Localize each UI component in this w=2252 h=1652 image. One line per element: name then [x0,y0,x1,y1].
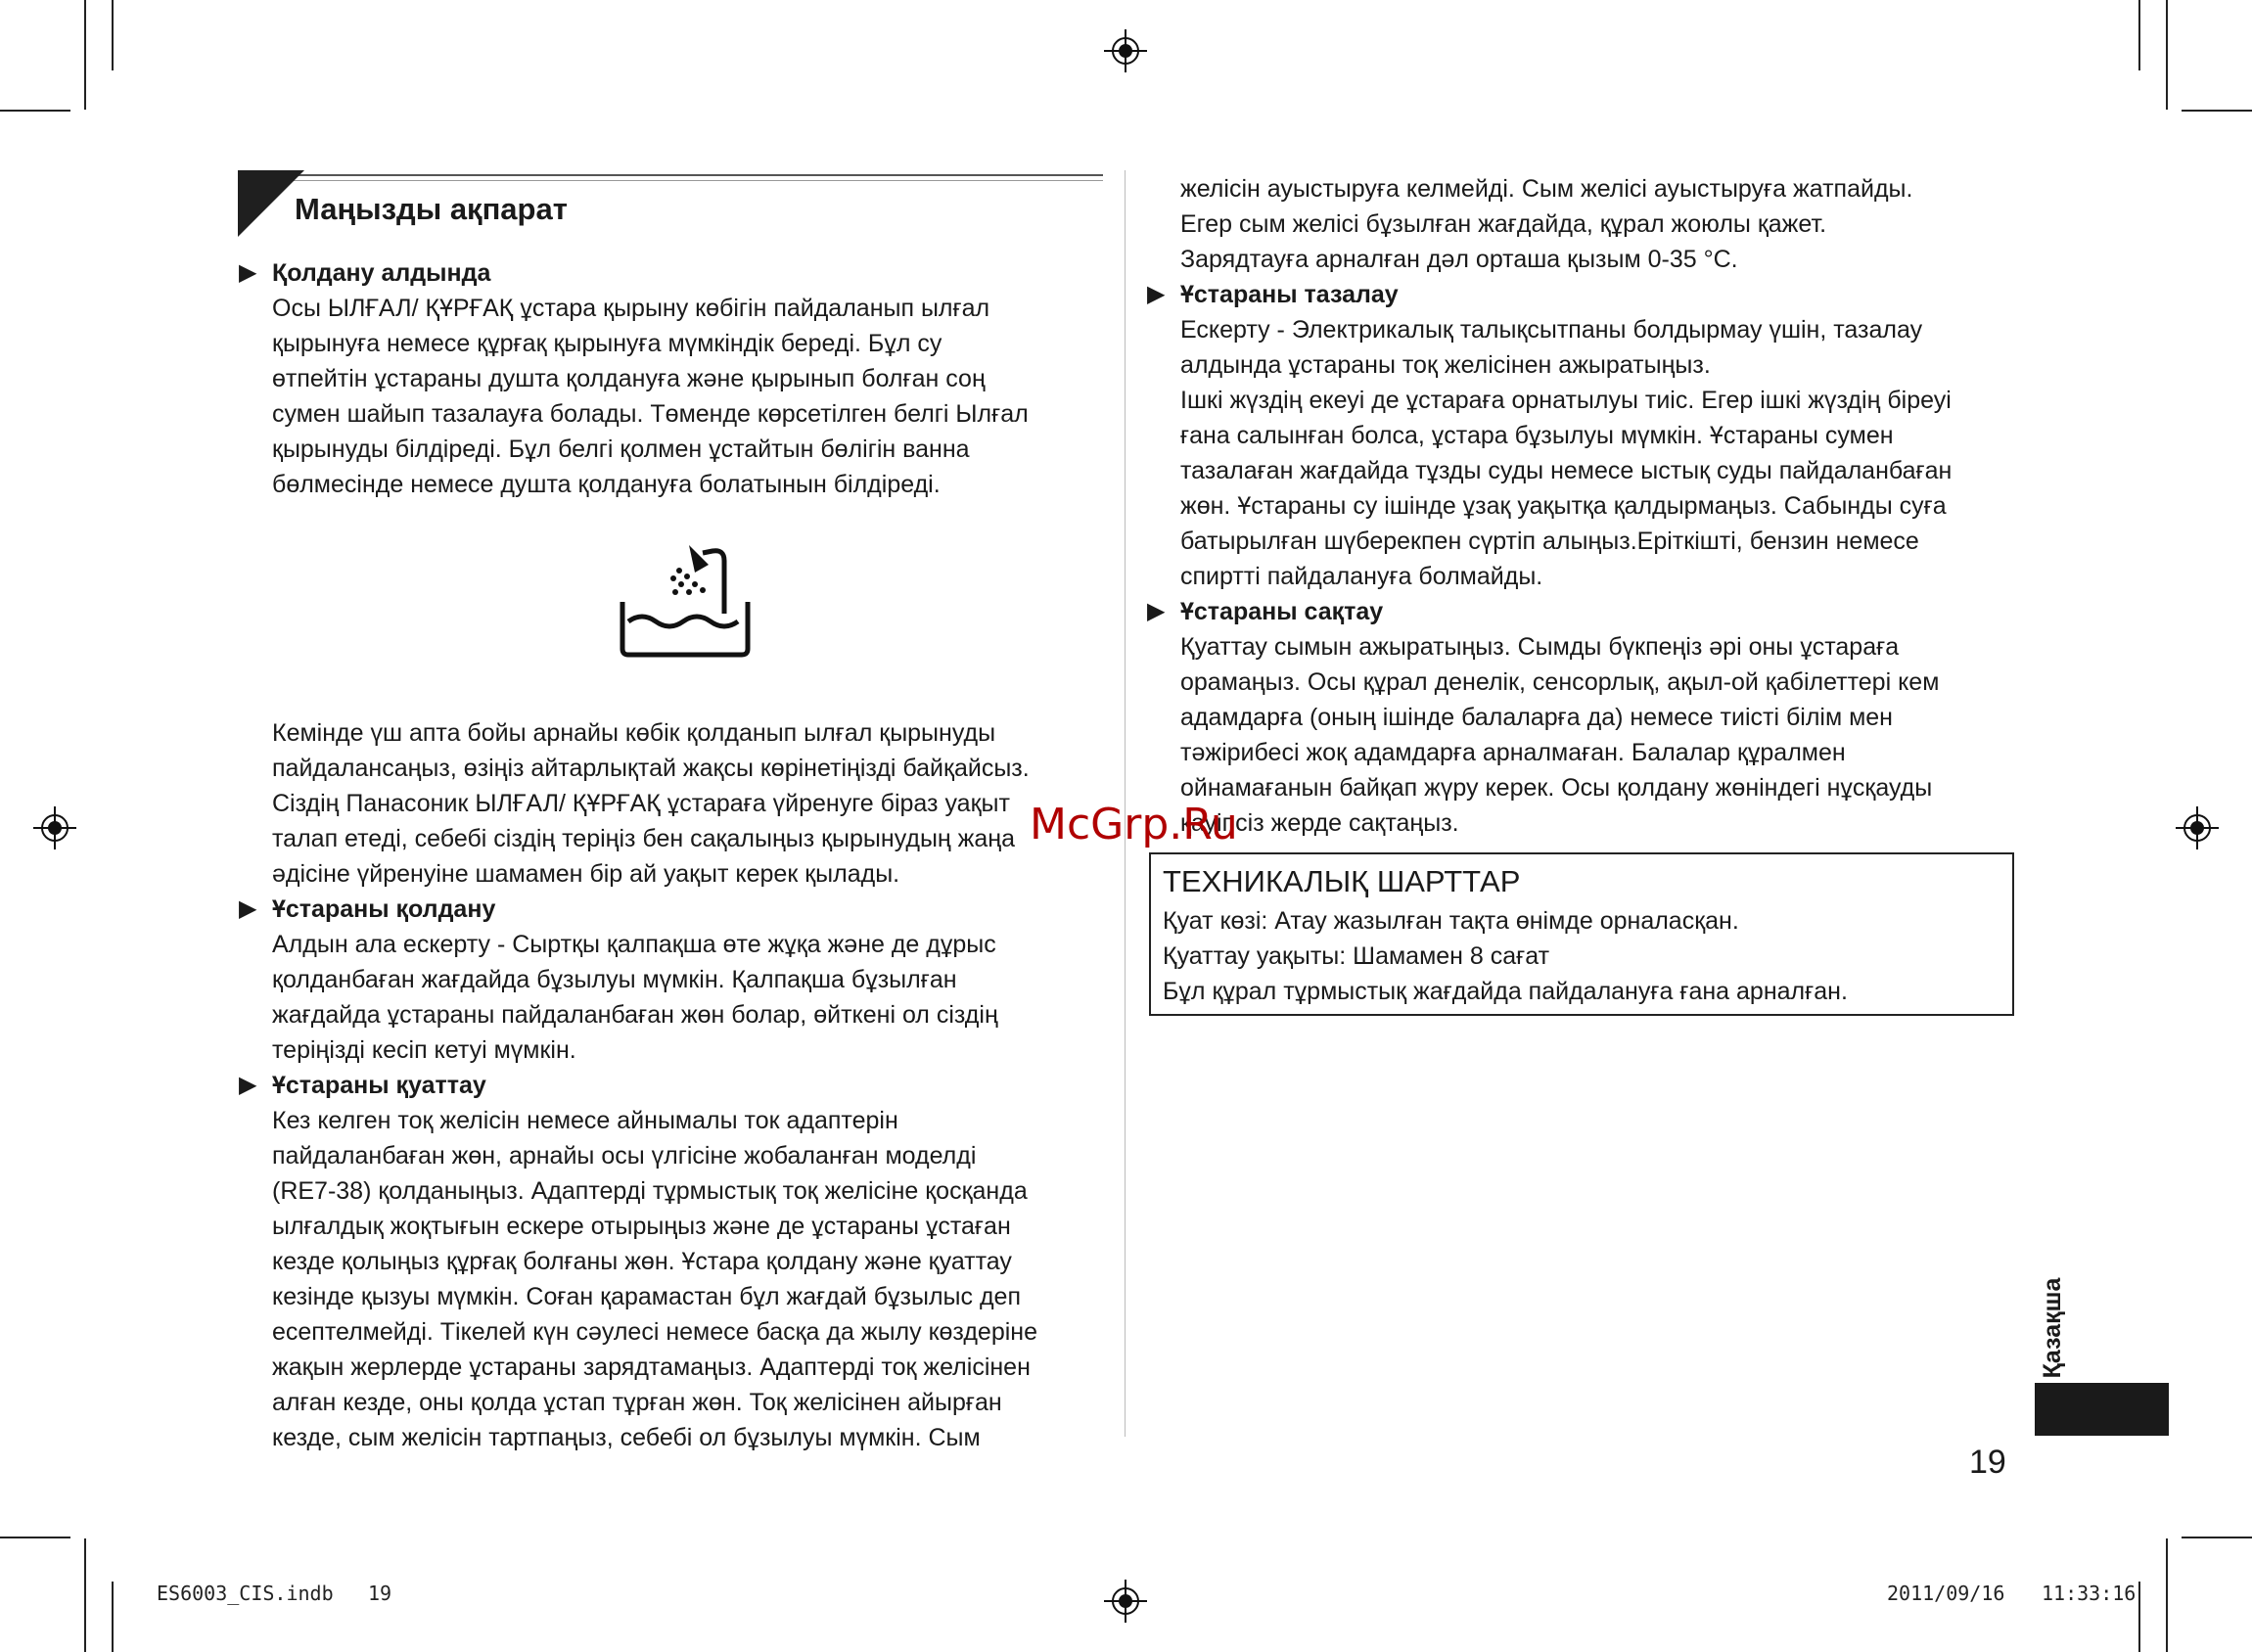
spec-line: Бұл құрал тұрмыстық жағдайда пайдалануға ғана арналған. [1163,978,1848,1005]
symbol-area [272,502,1100,715]
body-line: жақын жерлерде ұстараны зарядтамаңыз. Адаптерді тоқ желісінен [272,1354,1031,1381]
registration-mark-icon [33,806,76,849]
body-line: қырынуға немесе құрғақ қырынуға мүмкіндік береді. Бұл су [272,330,942,357]
section-heading: ▶ Ұстараны сақтау [1180,594,2028,629]
registration-mark-icon [1104,29,1147,72]
crop-mark [2182,1537,2252,1538]
body-line: пайдаланбаған жөн, арнайы осы үлгісіне жобаланған моделді [272,1142,977,1170]
footer-page: 19 [368,1582,392,1605]
crop-mark [112,1582,114,1652]
right-column [1147,171,2028,841]
language-tab [2035,1383,2169,1436]
body-line: есептелмейді. Тікелей күн сәулесі немесе басқа да жылу көздеріне [272,1318,1037,1346]
body-line: пайдалансаңыз, өзіңіз айтарлықтай жақсы көрінетіңізді байқайсыз. [272,755,1030,782]
body-line: адамдарға (оның ішінде балаларға да) немесе тиісті білім мен [1180,704,1893,731]
body-line: батырылған шүберекпен сүртіп алыңыз.Еріткішті, бензин немесе [1180,528,1919,555]
spec-line: Қуат көзі: Атау жазылған тақта өнімде орналасқан. [1163,907,1739,935]
body-line: Осы ЫЛҒАЛ/ ҚҰРҒАҚ ұстара қырыну көбігін пайдаланып ылғал [272,295,990,322]
body-line: Ішкі жүздің екеуі де ұстараға орнатылуы тиіс. Егер ішкі жүздің біреуі [1180,387,1952,414]
header-rule [238,174,1103,176]
page-number: 19 [1969,1444,2006,1481]
crop-mark [112,0,114,70]
body-line: Сіздің Панасоник ЫЛҒАЛ/ ҚҰРҒАҚ ұстараға үйренуге біраз уақыт [272,790,1010,817]
bullet-triangle-icon: ▶ [239,1072,257,1098]
crop-mark [0,1537,70,1538]
crop-mark [84,1538,86,1652]
body-line: орамаңыз. Осы құрал денелік, сенсорлық, ақыл-ой қабілеттері кем [1180,668,1940,696]
watermark: McGrp.Ru [1030,800,1238,849]
header-rule [238,180,1103,181]
bullet-triangle-icon: ▶ [239,895,257,922]
crop-mark [84,0,86,110]
body-line: Кемінде үш апта бойы арнайы көбік қолданып ылғал қырынуды [272,719,996,747]
body-line: Егер сым желісі бұзылған жағдайда, құрал жоюлы қажет. [1180,210,1827,238]
footer-time: 11:33:16 [2042,1582,2137,1605]
crop-mark [2138,0,2140,70]
body-line: (RE7-38) қолданыңыз. Адаптерді тұрмыстық тоқ желісіне қосқанда [272,1177,1028,1205]
body-line: Кез келген тоқ желісін немесе айнымалы ток адаптерін [272,1107,898,1134]
body-line: ғана салынған болса, ұстара бұзылуы мүмкін. Ұстараны сумен [1180,422,1894,449]
technical-specs-box [1149,852,2014,1016]
crop-mark [2182,110,2252,112]
body-line: алдында ұстараны тоқ желісінен ажыратыңыз. [1180,351,1711,379]
body-line: кезде, сым желісін тартпаңыз, себебі ол бұзылуы мүмкін. Сым [272,1424,981,1451]
section-header [238,170,1103,237]
body-line: желісін ауыстыруға келмейді. Сым желісі ауыстыруға жатпайды. [1180,175,1913,203]
technical-specs-title: ТЕХНИКАЛЫҚ ШАРТТАР [1163,864,1521,898]
crop-mark [2166,1538,2168,1652]
section-heading: ▶ Қолдану алдында [272,255,1100,291]
body-line: әдісіне үйренуіне шамамен бір ай уақыт керек қылады. [272,860,900,888]
bullet-triangle-icon: ▶ [239,259,257,286]
body-line: Алдын ала ескерту - Сыртқы қалпақша өте жұқа және де дұрыс [272,931,996,958]
registration-mark-icon [1104,1580,1147,1623]
body-line: жағдайда ұстараны пайдаланбаған жөн болар, өйткені ол сіздің [272,1001,998,1029]
body-line: тазалаған жағдайда тұзды суды немесе ыстық суды пайдаланбаған [1180,457,1953,484]
bullet-triangle-icon: ▶ [1147,598,1166,624]
body-line: ойнамағанын байқап жүру керек. Осы қолдану жөніндегі нұсқауды [1180,774,1933,802]
shower-bath-icon [619,543,752,661]
body-line: тәжірибесі жоқ адамдарға арналмаған. Балалар құралмен [1180,739,1846,766]
body-line: ылғалдық жоқтығын ескере отырыңыз және де ұстараны ұстаған [272,1213,1011,1240]
body-line: спиртті пайдалануға болмайды. [1180,563,1543,590]
section-heading: ▶ Ұстараны тазалау [1180,277,2028,312]
body-line: кезде қолыңыз құрғақ болғаны жөн. Ұстара қолдану және қуаттау [272,1248,1012,1275]
bullet-triangle-icon: ▶ [1147,281,1166,307]
language-tab-label: Қазақша [2039,1277,2066,1379]
body-line: кезінде қызуы мүмкін. Соған қарамастан бұл жағдай бұзылыс деп [272,1283,1021,1310]
crop-mark [2166,0,2168,110]
body-line: қауіпсіз жерде сақтаңыз. [1180,809,1459,837]
body-line: бөлмесінде немесе душта қолдануға болатынын білдіреді. [272,471,941,498]
body-line: Зарядтауға арналған дәл орташа қызым 0-35 °C. [1180,246,1738,273]
section-heading: ▶ Ұстараны қуаттау [272,1068,1100,1103]
body-line: сумен шайып тазалауға болады. Төменде көрсетілген белгі Ылғал [272,400,1029,428]
body-line: теріңізді кесіп кетуі мүмкін. [272,1036,576,1064]
footer-file: ES6003_CIS.indb [157,1582,334,1605]
left-column [239,255,1100,1455]
body-line: қырынуды білдіреді. Бұл белгі қолмен ұстайтын бөлігін ванна [272,436,970,463]
body-line: өтпейтін ұстараны душта қолдануға және қырынып болған соң [272,365,986,392]
crop-mark [2138,1582,2140,1652]
section-heading: ▶ Ұстараны қолдану [272,892,1100,927]
body-line: Ескерту - Электрикалық талықсытпаны болдырмау үшін, тазалау [1180,316,1923,344]
crop-mark [0,110,70,112]
body-line: алған кезде, оны қолда ұстап тұрған жөн. Тоқ желісінен айырған [272,1389,1002,1416]
page-title: Маңызды ақпарат [295,192,568,226]
body-line: Қуаттау сымын ажыратыңыз. Сымды бүкпеңіз әрі оны ұстараға [1180,633,1900,661]
body-line: талап етеді, себебі сіздің теріңіз бен сақалыңыз қырынудың жаңа [272,825,1016,852]
footer-date: 2011/09/16 [1887,1582,2005,1605]
registration-mark-icon [2176,806,2219,849]
body-line: қолданбаған жағдайда бұзылуы мүмкін. Қалпақша бұзылған [272,966,957,993]
body-line: жөн. Ұстараны су ішінде ұзақ уақытқа қалдырмаңыз. Сабынды суға [1180,492,1947,520]
spec-line: Қуаттау уақыты: Шамамен 8 сағат [1163,942,1550,970]
